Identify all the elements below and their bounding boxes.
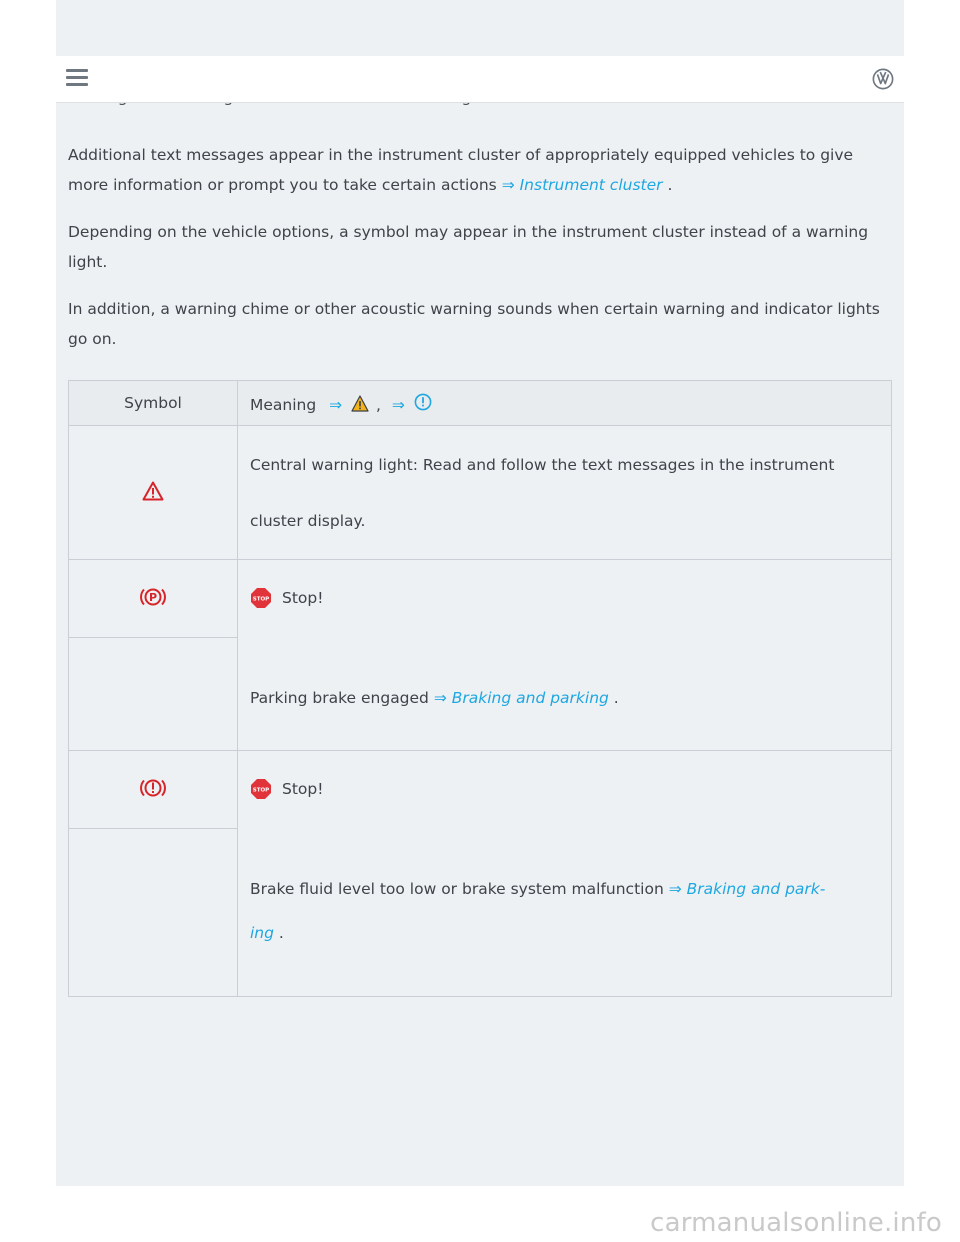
hamburger-menu-icon[interactable]	[66, 69, 88, 87]
meaning-text-line-2	[250, 924, 890, 942]
stop-line	[250, 778, 890, 800]
table-row	[69, 426, 892, 560]
parking-brake-icon	[138, 586, 168, 608]
meaning-text-end: .	[273, 924, 284, 942]
stop-label: Stop!	[282, 780, 324, 798]
svg-text:STOP: STOP	[252, 787, 270, 794]
meaning-text-part: Brake fluid level too low or brake system malfunction	[250, 880, 669, 898]
link-braking-and-parking[interactable]: ⇒ Braking and parking	[433, 689, 609, 707]
link-instrument-cluster[interactable]: ⇒ Instrument cluster	[501, 176, 663, 194]
warning-symbol-table	[68, 380, 892, 997]
meaning-cell	[238, 426, 892, 560]
info-circle-icon[interactable]	[414, 393, 432, 411]
meaning-cell	[238, 751, 892, 997]
header-symbol: Symbol	[69, 381, 238, 426]
paragraph-chime: In addition, a warning chime or other acoustic warning sounds when certain warning and indicator lights go on.	[68, 300, 880, 348]
header-meaning-label: Meaning	[250, 395, 317, 414]
symbol-cell	[69, 560, 238, 638]
central-warning-triangle-icon	[142, 481, 164, 501]
brake-system-icon	[138, 777, 168, 799]
header-arrow-2[interactable]: ⇒	[391, 395, 405, 414]
symbol-cell-empty	[69, 829, 238, 997]
stop-line	[250, 587, 890, 609]
symbol-cell	[69, 751, 238, 829]
table-row	[69, 751, 892, 829]
meaning-cell	[238, 560, 892, 751]
watermark: carmanualsonline.info	[650, 1208, 942, 1238]
table-row	[69, 560, 892, 638]
svg-text:P: P	[148, 590, 158, 604]
svg-text:STOP: STOP	[252, 596, 270, 603]
header-arrow-1[interactable]: ⇒	[329, 395, 343, 414]
top-bar	[56, 56, 904, 103]
paragraph-messages	[68, 140, 894, 200]
stop-sign-icon	[250, 587, 272, 609]
link-braking-and-parking-cont[interactable]: ing	[250, 924, 274, 942]
header-meaning	[238, 381, 892, 426]
meaning-text-part: Parking brake engaged	[250, 689, 434, 707]
content	[68, 140, 894, 371]
symbol-cell	[69, 426, 238, 560]
meaning-text	[250, 689, 890, 707]
meaning-text: Central warning light: Read and follow the text messages in the instrument cluster display.	[250, 455, 835, 530]
table-header-row	[69, 381, 892, 426]
stop-label: Stop!	[282, 589, 324, 607]
symbol-cell-empty	[69, 638, 238, 751]
stop-sign-icon	[250, 778, 272, 800]
meaning-text	[250, 880, 890, 898]
paragraph-text: Additional text messages appear in the instrument cluster of appropriately equipped vehicles to give more information or prompt you to take certain actions	[68, 146, 854, 194]
header-comma: ,	[376, 395, 381, 414]
vw-logo-icon[interactable]	[872, 68, 894, 90]
paragraph-end: .	[662, 176, 673, 194]
link-braking-and-parking[interactable]: ⇒ Braking and park-	[668, 880, 826, 898]
meaning-text-end: .	[608, 689, 619, 707]
warning-triangle-icon[interactable]	[351, 395, 369, 412]
paragraph-symbol: Depending on the vehicle options, a symbol may appear in the instrument cluster instead of a warning light.	[68, 223, 869, 271]
